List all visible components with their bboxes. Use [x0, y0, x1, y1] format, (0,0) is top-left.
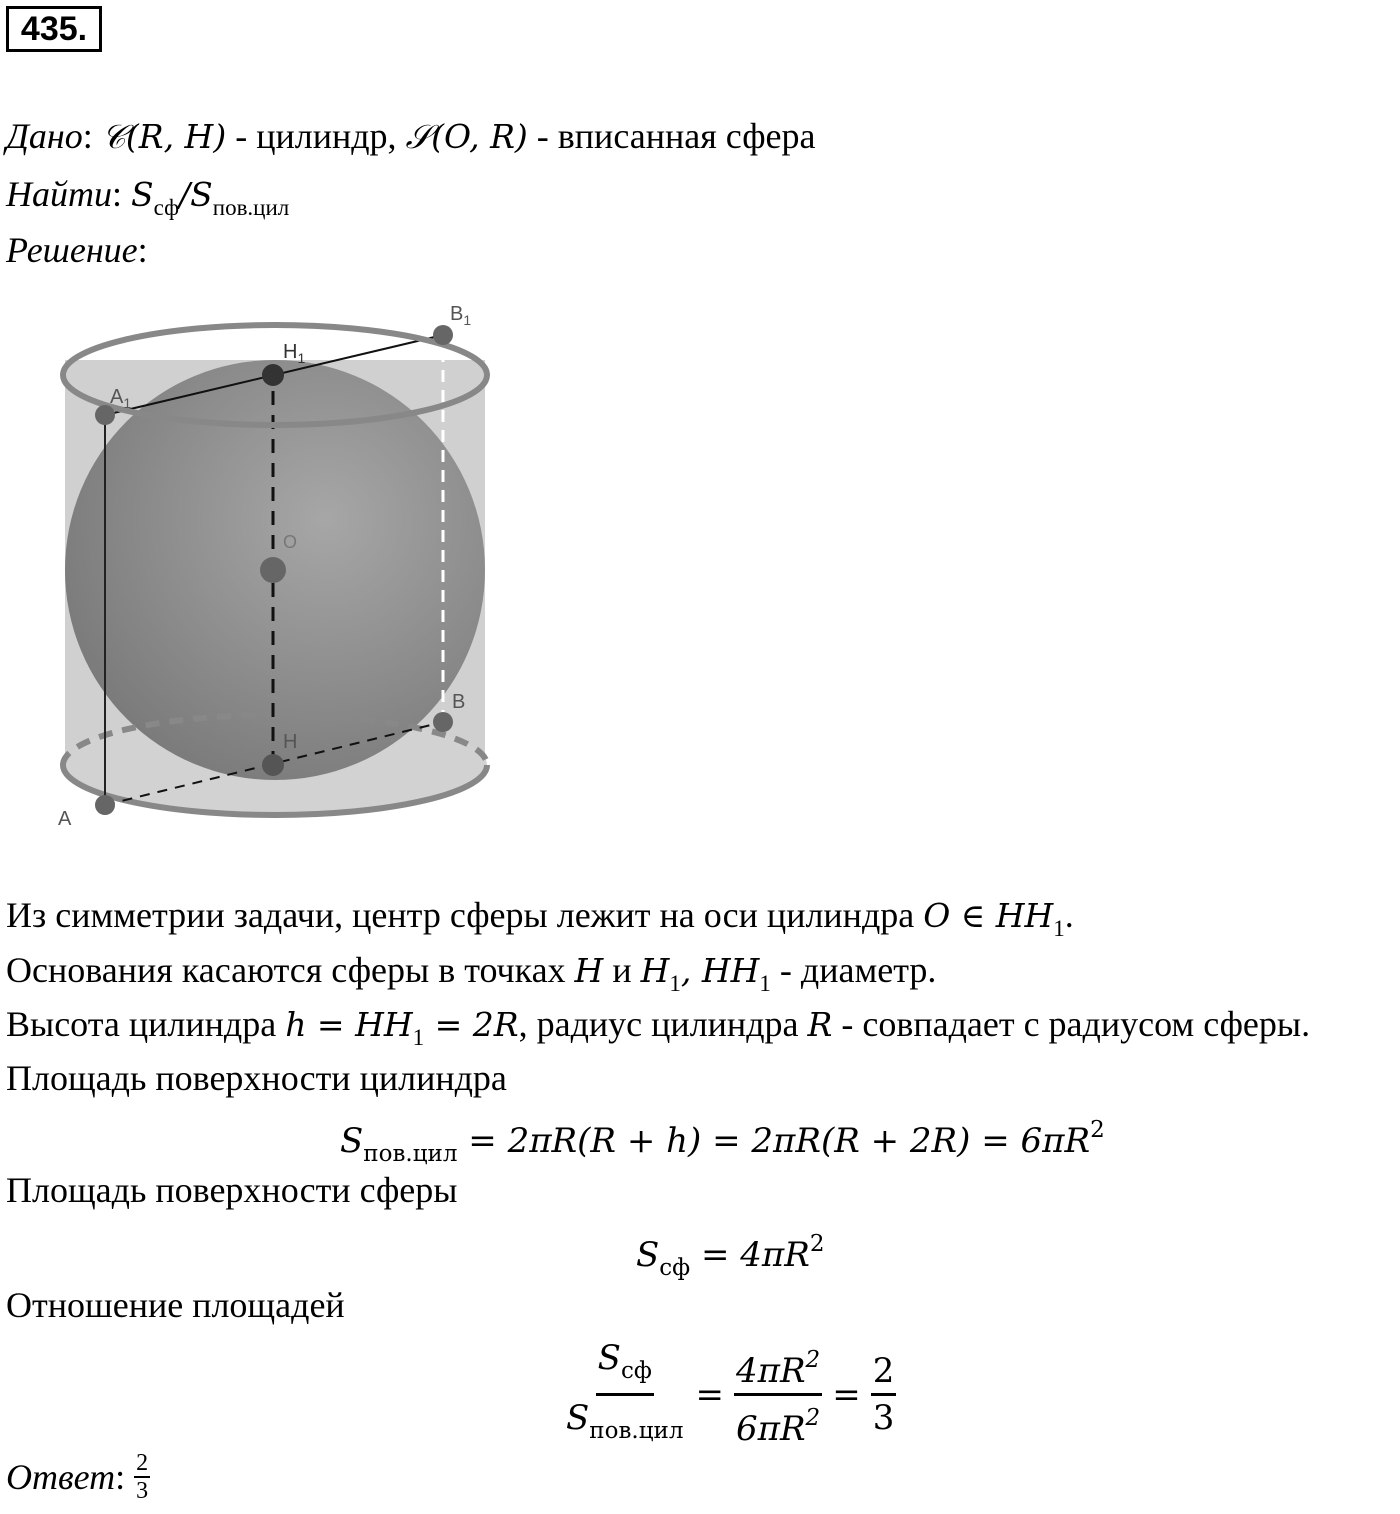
find-s1: S [131, 175, 154, 214]
eq1-sub: пов.цил [363, 1141, 458, 1167]
point-a1 [95, 405, 115, 425]
point-a [95, 795, 115, 815]
line2-text: Основания касаются сферы в точках [6, 950, 575, 990]
ratio-den-1: $S_{пов.цил}$ [566, 1398, 684, 1444]
eq2-s: S [636, 1235, 660, 1275]
ratio-fraction-3 [871, 1349, 897, 1440]
line2-sub2: 1 [759, 971, 771, 996]
text-line-4: Площадь поверхности цилиндра [6, 1058, 507, 1098]
sphere-text: - вписанная сфера [527, 116, 816, 156]
point-b [433, 712, 453, 732]
label-o: O [283, 532, 298, 552]
line3-sub: 1 [412, 1025, 425, 1050]
answer-label: Ответ [6, 1457, 116, 1497]
eq1-s: S [340, 1121, 364, 1161]
given-label: Дано [6, 116, 83, 156]
find-s2: S [190, 175, 213, 214]
answer-num: 2 [136, 1450, 149, 1476]
ratio-num-1: $S_{сф}$ [596, 1336, 654, 1396]
sphere-args: (O, R) [431, 117, 528, 156]
line2-math-h1: H [640, 951, 670, 990]
text-line-5: Площадь поверхности сферы [6, 1170, 458, 1210]
sphere-symbol: 𝒮 [405, 117, 432, 156]
cylinder-args: (R, H) [125, 117, 227, 156]
find-slash: / [179, 175, 191, 214]
ratio-equals-2: = [832, 1374, 861, 1415]
ratio-den-2: $6\pi R^2$ [735, 1405, 821, 1449]
line2-math-hh1: , HH [680, 951, 760, 990]
label-h: H [283, 731, 298, 753]
find-sub-cylinder: пов.цил [212, 195, 290, 220]
find-sub-sphere: сф [153, 195, 180, 220]
solution-label: Решение [6, 230, 138, 270]
line3-text: Высота цилиндра [6, 1004, 286, 1044]
label-a1: $A_1$ [110, 386, 132, 411]
cylinder-sphere-figure [40, 290, 520, 850]
answer-fraction [134, 1450, 150, 1504]
cylinder-symbol: 𝒞 [101, 117, 126, 156]
ratio-den-3: 3 [872, 1398, 895, 1438]
label-h1: $H_1$ [283, 341, 306, 366]
line2-sub1: 1 [669, 971, 681, 996]
label-b: B [452, 691, 466, 713]
label-b1: $B_1$ [450, 303, 472, 328]
line3-end: - совпадает с радиусом сферы. [832, 1004, 1311, 1044]
equation-cylinder-area [340, 1108, 1105, 1176]
line3-math-h: h = HH [285, 1005, 413, 1044]
ratio-num-3: 2 [871, 1349, 897, 1396]
point-b1 [433, 325, 453, 345]
label-a: A [58, 808, 72, 830]
eq2-rhs: = 4πR [690, 1235, 810, 1275]
line1-end: . [1064, 895, 1074, 935]
find-label: Найти [6, 174, 112, 214]
line1-text: Из симметрии задачи, центр сферы лежит на оси цилиндра [6, 895, 924, 935]
find-line: Найти: $S_{сф}/S_{пов.цил}$ [6, 174, 290, 220]
answer-den: 3 [136, 1478, 149, 1504]
text-line-1 [6, 893, 1074, 951]
line3-math-2r: = 2R [424, 1005, 519, 1044]
line1-math: O ∈ HH [923, 896, 1054, 935]
given-line: Дано: 𝒞(R, H) - цилиндр, 𝒮(O, R) - вписанная сфера [6, 116, 816, 156]
point-o [260, 557, 286, 583]
ratio-fraction-1 [564, 1336, 685, 1453]
line3-mid: , радиус цилиндра [518, 1004, 808, 1044]
answer-line: Ответ : $\frac{2}{3}$ [6, 1450, 149, 1504]
text-line-2 [6, 948, 936, 1006]
point-h1 [262, 364, 284, 386]
point-h [262, 754, 284, 776]
equation-ratio [564, 1336, 896, 1453]
ratio-equals-1: = [695, 1374, 724, 1415]
eq1-sup: 2 [1090, 1117, 1105, 1143]
line2-and: и [603, 950, 641, 990]
line2-end: - диаметр. [770, 950, 937, 990]
line3-math-r: R [807, 1005, 833, 1044]
ratio-fraction-2 [734, 1338, 822, 1451]
text-line-3 [6, 1002, 1310, 1060]
line2-math-h: H [574, 951, 604, 990]
eq1-rhs: = 2πR(R + h) = 2πR(R + 2R) = 6πR [457, 1121, 1091, 1161]
text-line-6: Отношение площадей [6, 1285, 345, 1325]
solution-heading: Решение: [6, 230, 148, 270]
eq2-sub: сф [659, 1255, 691, 1281]
problem-number: 435. [6, 6, 102, 52]
ratio-num-2: $4\pi R^2$ [734, 1338, 822, 1396]
cylinder-text: - цилиндр, [226, 116, 406, 156]
eq2-sup: 2 [809, 1231, 825, 1257]
equation-sphere-area [636, 1222, 825, 1290]
line1-sub: 1 [1053, 916, 1065, 941]
